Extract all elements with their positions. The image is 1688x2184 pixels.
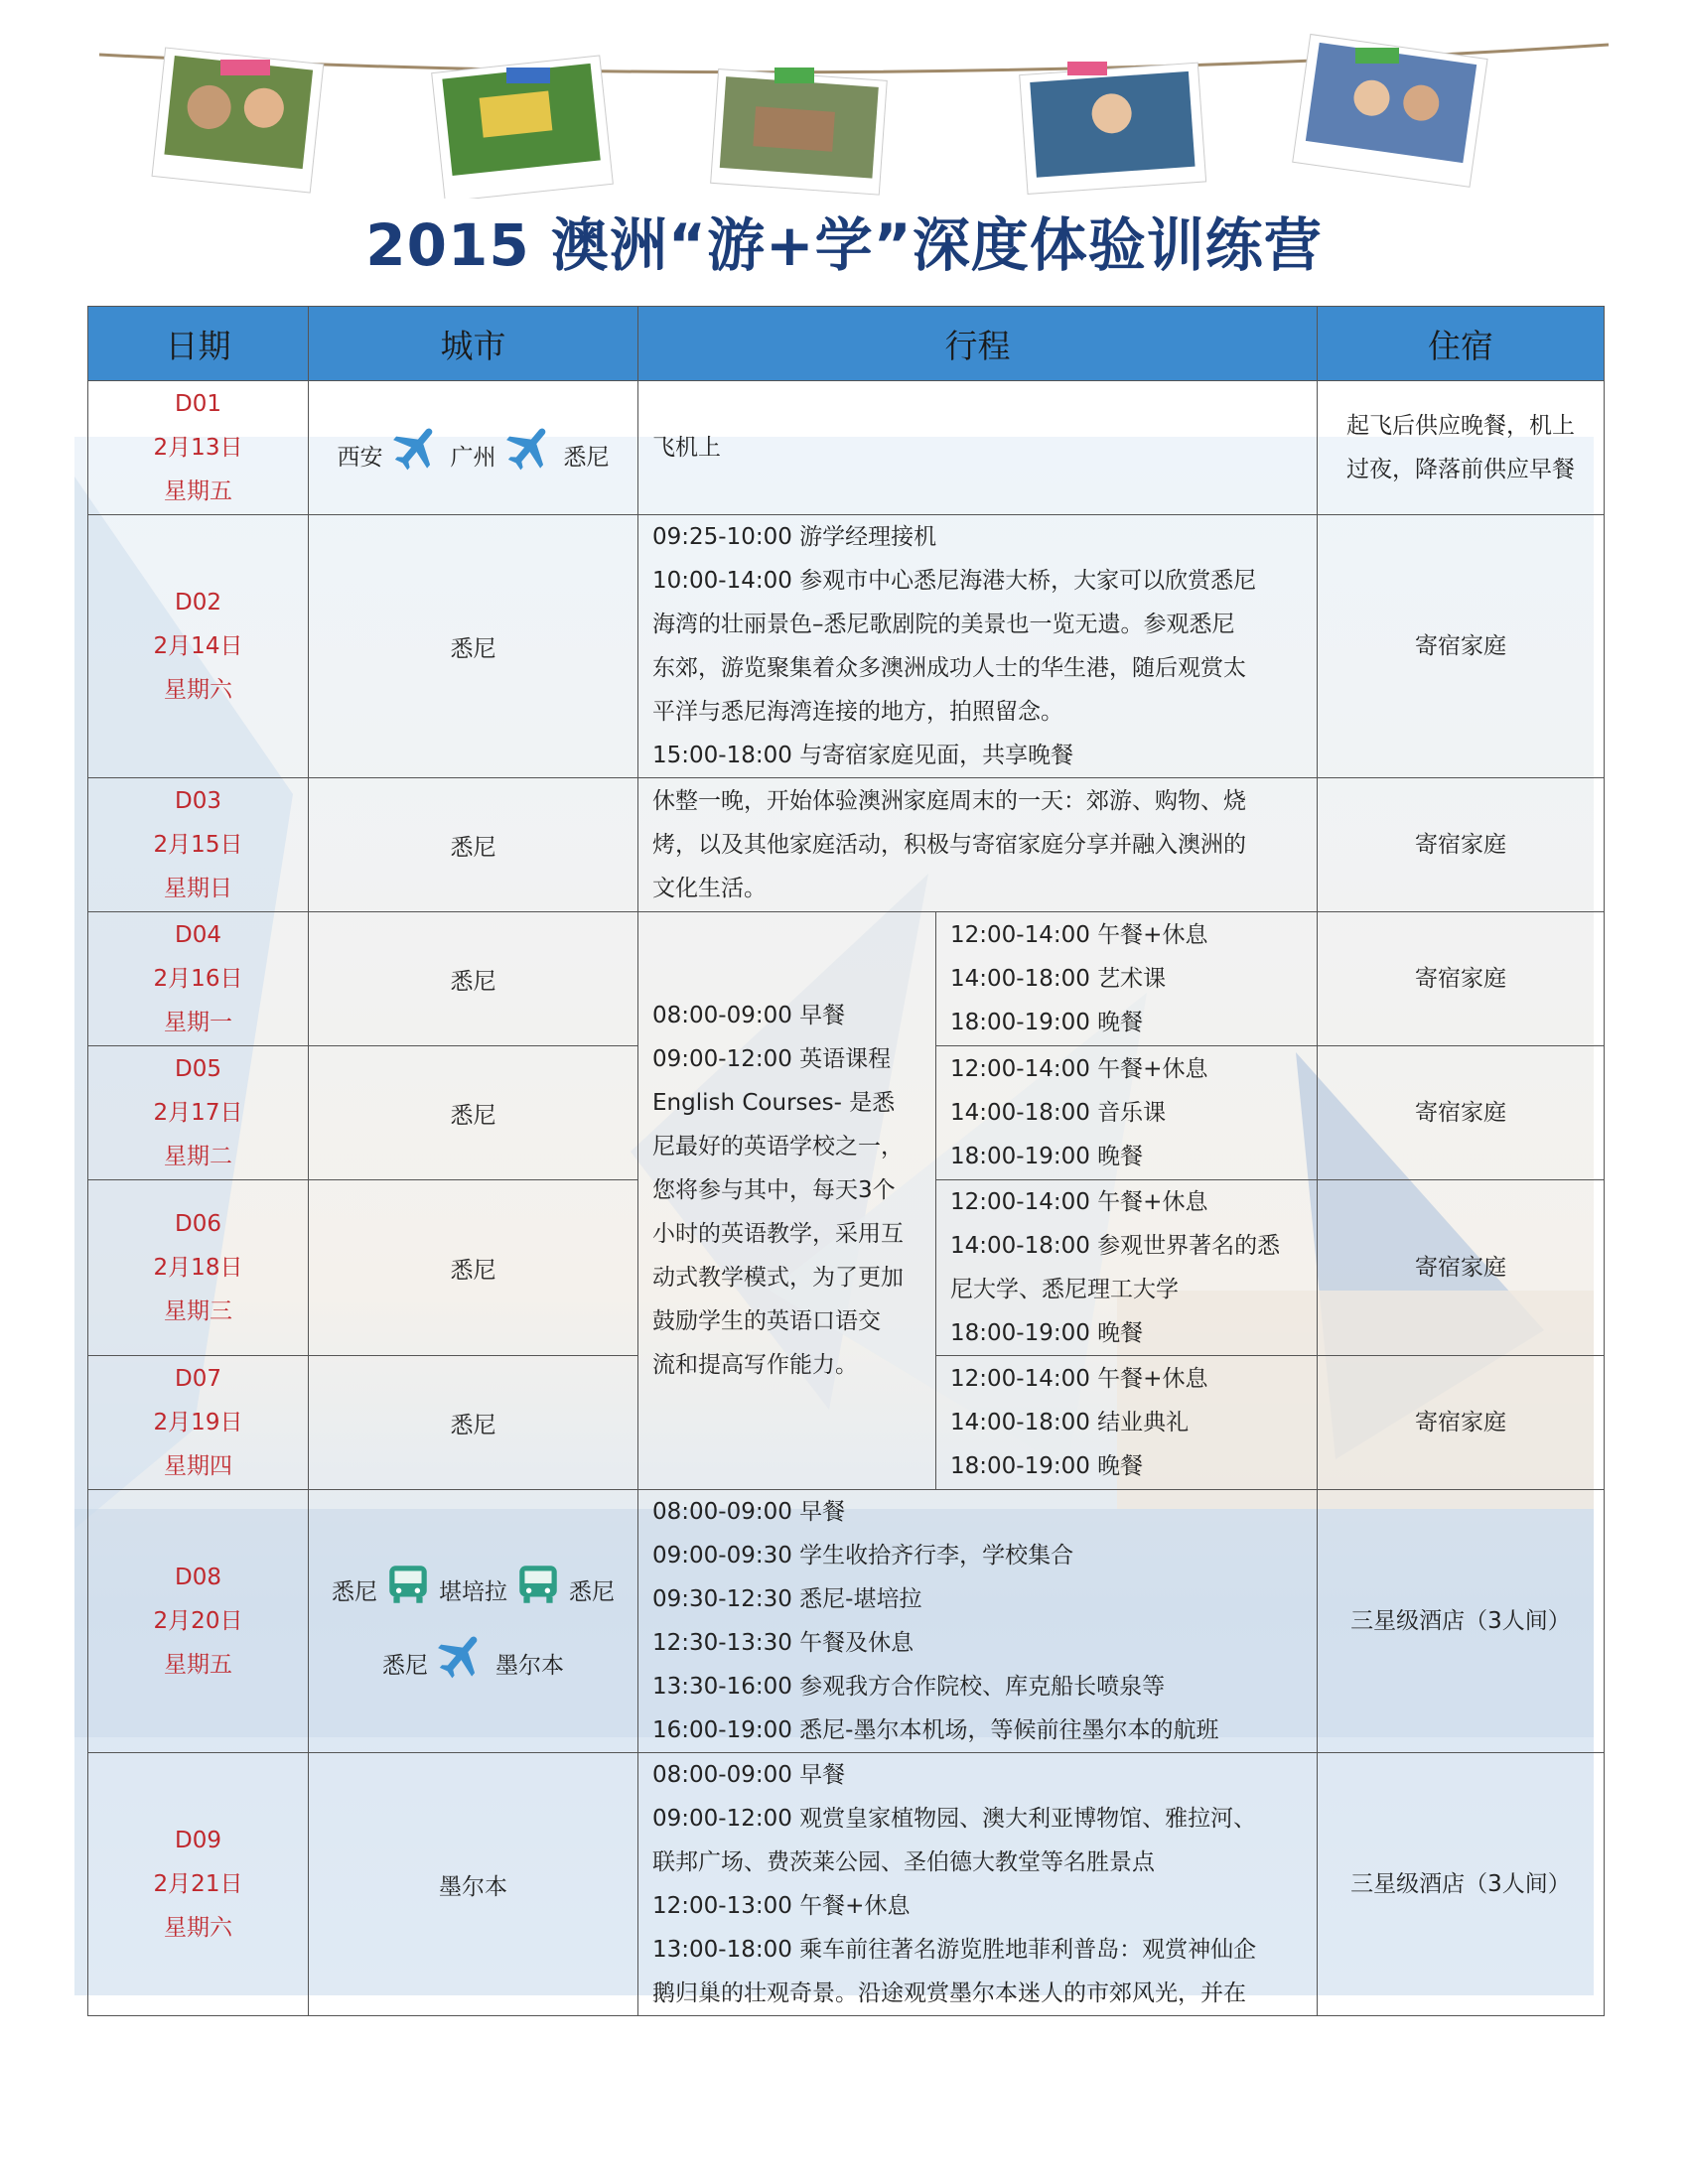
- day-label: D01: [175, 391, 221, 417]
- plan-line: 鹅归巢的壮观奇景。沿途观赏墨尔本迷人的市郊风光，并在: [652, 1980, 1246, 2006]
- date-label: 2月20日: [153, 1608, 243, 1634]
- route-city: 悉尼: [563, 445, 610, 471]
- photo-3: [711, 69, 888, 196]
- day-label: D09: [175, 1828, 221, 1853]
- table-header-row: [88, 307, 1605, 381]
- date-label: 2月13日: [153, 435, 243, 461]
- afternoon-plan-cell: [936, 912, 1318, 1046]
- plan-line: 18:00-19:00 晚餐: [950, 1144, 1144, 1169]
- plan-line: 18:00-19:00 晚餐: [950, 1453, 1144, 1479]
- header-city: 城市: [309, 307, 638, 381]
- photo-4: [1020, 63, 1206, 194]
- plan-line: 09:00-12:00 英语课程: [652, 1046, 892, 1072]
- date-label: 2月18日: [153, 1255, 243, 1281]
- header-date: 日期: [88, 307, 309, 381]
- afternoon-plan-cell: [936, 1180, 1318, 1356]
- stay-cell: 寄宿家庭: [1318, 1356, 1605, 1490]
- city-cell: 悉尼: [309, 778, 638, 912]
- table-row: [88, 381, 1605, 515]
- plan-line: 14:00-18:00 音乐课: [950, 1100, 1167, 1126]
- route-city: 悉尼: [569, 1579, 615, 1605]
- table-row: [88, 1490, 1605, 1753]
- stay-line: 过夜，降落前供应早餐: [1346, 457, 1575, 482]
- airplane-icon: [434, 1628, 490, 1684]
- weekday-label: 星期三: [164, 1298, 232, 1324]
- table-row: [88, 515, 1605, 778]
- date-cell: [88, 778, 309, 912]
- plan-line: 流和提高写作能力。: [652, 1352, 858, 1378]
- weekday-label: 星期五: [164, 478, 232, 504]
- stay-cell: 寄宿家庭: [1318, 1046, 1605, 1180]
- plan-line: 09:30-12:30 悉尼-堪培拉: [652, 1586, 922, 1612]
- plan-line: 09:25-10:00 游学经理接机: [652, 524, 937, 550]
- plan-line: 13:00-18:00 乘车前往著名游览胜地菲利普岛：观赏神仙企: [652, 1937, 1257, 1963]
- city-cell: 悉尼: [309, 1046, 638, 1180]
- plan-line: 16:00-19:00 悉尼-墨尔本机场，等候前往墨尔本的航班: [652, 1717, 1219, 1743]
- route-city: 墨尔本: [495, 1653, 564, 1679]
- afternoon-plan-cell: [936, 1046, 1318, 1180]
- clip-5: [1355, 48, 1399, 64]
- weekday-label: 星期五: [164, 1652, 232, 1678]
- plan-line: 文化生活。: [652, 876, 767, 901]
- date-label: 2月14日: [153, 633, 243, 659]
- city-cell: 悉尼: [309, 912, 638, 1046]
- weekday-label: 星期六: [164, 677, 232, 703]
- photo-strip: [0, 0, 1688, 199]
- date-label: 2月16日: [153, 966, 243, 992]
- plan-line: 12:00-14:00 午餐+休息: [950, 1056, 1208, 1082]
- bus-icon: [383, 1559, 433, 1610]
- plan-line: 14:00-18:00 参观世界著名的悉: [950, 1233, 1281, 1259]
- plan-line: 小时的英语教学，采用互: [652, 1221, 904, 1247]
- route-city: 悉尼: [332, 1579, 377, 1605]
- stay-cell: 寄宿家庭: [1318, 912, 1605, 1046]
- plan-line: 平洋与悉尼海湾连接的地方，拍照留念。: [652, 699, 1063, 725]
- plan-line: 18:00-19:00 晚餐: [950, 1010, 1144, 1035]
- clip-1: [220, 60, 270, 75]
- weekday-label: 星期日: [164, 876, 232, 901]
- day-label: D06: [175, 1211, 221, 1237]
- date-cell: [88, 515, 309, 778]
- plan-line: 鼓励学生的英语口语交: [652, 1308, 881, 1334]
- city-cell: [309, 381, 638, 515]
- plan-line: 动式教学模式，为了更加: [652, 1265, 904, 1291]
- header-stay: 住宿: [1318, 307, 1605, 381]
- afternoon-plan-cell: [936, 1356, 1318, 1490]
- plan-cell: 飞机上: [638, 381, 1318, 515]
- city-cell: [309, 1490, 638, 1753]
- table-row: [88, 778, 1605, 912]
- plan-line: 15:00-18:00 与寄宿家庭见面，共享晚餐: [652, 743, 1074, 768]
- day-label: D03: [175, 788, 221, 814]
- plan-line: 12:00-14:00 午餐+休息: [950, 1366, 1208, 1392]
- table-row: [88, 1753, 1605, 2016]
- clip-2: [506, 68, 550, 83]
- english-course-cell: [638, 912, 936, 1490]
- stay-cell: 三星级酒店（3人间）: [1318, 1753, 1605, 2016]
- plan-line: 您将参与其中，每天3个: [652, 1177, 896, 1203]
- route-city: 悉尼: [382, 1653, 428, 1679]
- plan-line: English Courses- 是悉: [652, 1090, 896, 1116]
- plan-line: 10:00-14:00 参观市中心悉尼海港大桥，大家可以欣赏悉尼: [652, 568, 1257, 594]
- plan-line: 09:00-12:00 观赏皇家植物园、澳大利亚博物馆、雅拉河、: [652, 1806, 1257, 1832]
- plan-line: 12:30-13:30 午餐及休息: [652, 1630, 914, 1656]
- plan-line: 18:00-19:00 晚餐: [950, 1320, 1144, 1346]
- date-label: 2月15日: [153, 832, 243, 858]
- page-title: 2015 澳洲“游+学”深度体验训练营: [365, 211, 1323, 279]
- date-cell: [88, 1046, 309, 1180]
- plan-line: 12:00-14:00 午餐+休息: [950, 1189, 1208, 1215]
- stay-line: 起飞后供应晚餐，机上: [1346, 413, 1575, 439]
- table-row: [88, 912, 1605, 1046]
- route: [310, 420, 636, 476]
- clip-3: [774, 68, 814, 83]
- day-label: D07: [175, 1366, 221, 1392]
- plan-cell: [638, 1753, 1318, 2016]
- plan-line: 14:00-18:00 结业典礼: [950, 1410, 1190, 1435]
- stay-cell: 寄宿家庭: [1318, 1180, 1605, 1356]
- stay-cell: [1318, 381, 1605, 515]
- plan-line: 联邦广场、费茨莱公园、圣伯德大教堂等名胜景点: [652, 1849, 1155, 1875]
- plan-line: 09:00-09:30 学生收拾齐行李，学校集合: [652, 1543, 1074, 1569]
- weekday-label: 星期六: [164, 1915, 232, 1941]
- plan-line: 尼大学、悉尼理工大学: [950, 1277, 1179, 1302]
- plan-line: 休整一晚，开始体验澳洲家庭周末的一天：郊游、购物、烧: [652, 788, 1246, 814]
- city-cell: 悉尼: [309, 1180, 638, 1356]
- clip-4: [1067, 62, 1107, 75]
- airplane-icon: [502, 420, 558, 476]
- plan-line: 尼最好的英语学校之一，: [652, 1134, 904, 1160]
- weekday-label: 星期二: [164, 1144, 232, 1169]
- airplane-icon: [389, 420, 445, 476]
- plan-cell: [638, 778, 1318, 912]
- date-cell: [88, 1753, 309, 2016]
- day-label: D08: [175, 1565, 221, 1590]
- date-cell: [88, 381, 309, 515]
- plan-line: 烤，以及其他家庭活动，积极与寄宿家庭分享并融入澳洲的: [652, 832, 1246, 858]
- route-city: 广州: [450, 445, 496, 471]
- plan-line: 海湾的壮丽景色–悉尼歌剧院的美景也一览无遗。参观悉尼: [652, 612, 1235, 637]
- date-cell: [88, 1356, 309, 1490]
- bus-route: [310, 1559, 636, 1610]
- plan-line: 东郊，游览聚集着众多澳洲成功人士的华生港，随后观赏太: [652, 655, 1246, 681]
- stay-cell: 三星级酒店（3人间）: [1318, 1490, 1605, 1753]
- date-label: 2月17日: [153, 1100, 243, 1126]
- date-cell: [88, 1180, 309, 1356]
- plan-line: 14:00-18:00 艺术课: [950, 966, 1167, 992]
- city-cell: 悉尼: [309, 515, 638, 778]
- plan-cell: [638, 515, 1318, 778]
- plan-line: 12:00-13:00 午餐+休息: [652, 1893, 911, 1919]
- stay-cell: 寄宿家庭: [1318, 778, 1605, 912]
- bus-icon: [513, 1559, 563, 1610]
- day-label: D05: [175, 1056, 221, 1082]
- route-city: 西安: [337, 445, 383, 471]
- itinerary-table: [87, 306, 1605, 2016]
- plan-cell: [638, 1490, 1318, 1753]
- date-cell: [88, 1490, 309, 1753]
- day-label: D04: [175, 922, 221, 948]
- stay-cell: 寄宿家庭: [1318, 515, 1605, 778]
- weekday-label: 星期一: [164, 1010, 232, 1035]
- route-city: 堪培拉: [439, 1579, 507, 1605]
- date-label: 2月19日: [153, 1410, 243, 1435]
- plan-line: 08:00-09:00 早餐: [652, 1499, 846, 1525]
- plan-line: 13:30-16:00 参观我方合作院校、库克船长喷泉等: [652, 1674, 1166, 1700]
- weekday-label: 星期四: [164, 1453, 232, 1479]
- plan-line: 12:00-14:00 午餐+休息: [950, 922, 1208, 948]
- plan-line: 08:00-09:00 早餐: [652, 1003, 846, 1028]
- plan-line: 08:00-09:00 早餐: [652, 1762, 846, 1788]
- header-plan: 行程: [638, 307, 1318, 381]
- day-label: D02: [175, 590, 221, 615]
- date-cell: [88, 912, 309, 1046]
- air-route: [310, 1628, 636, 1684]
- city-cell: 悉尼: [309, 1356, 638, 1490]
- city-cell: 墨尔本: [309, 1753, 638, 2016]
- date-label: 2月21日: [153, 1871, 243, 1897]
